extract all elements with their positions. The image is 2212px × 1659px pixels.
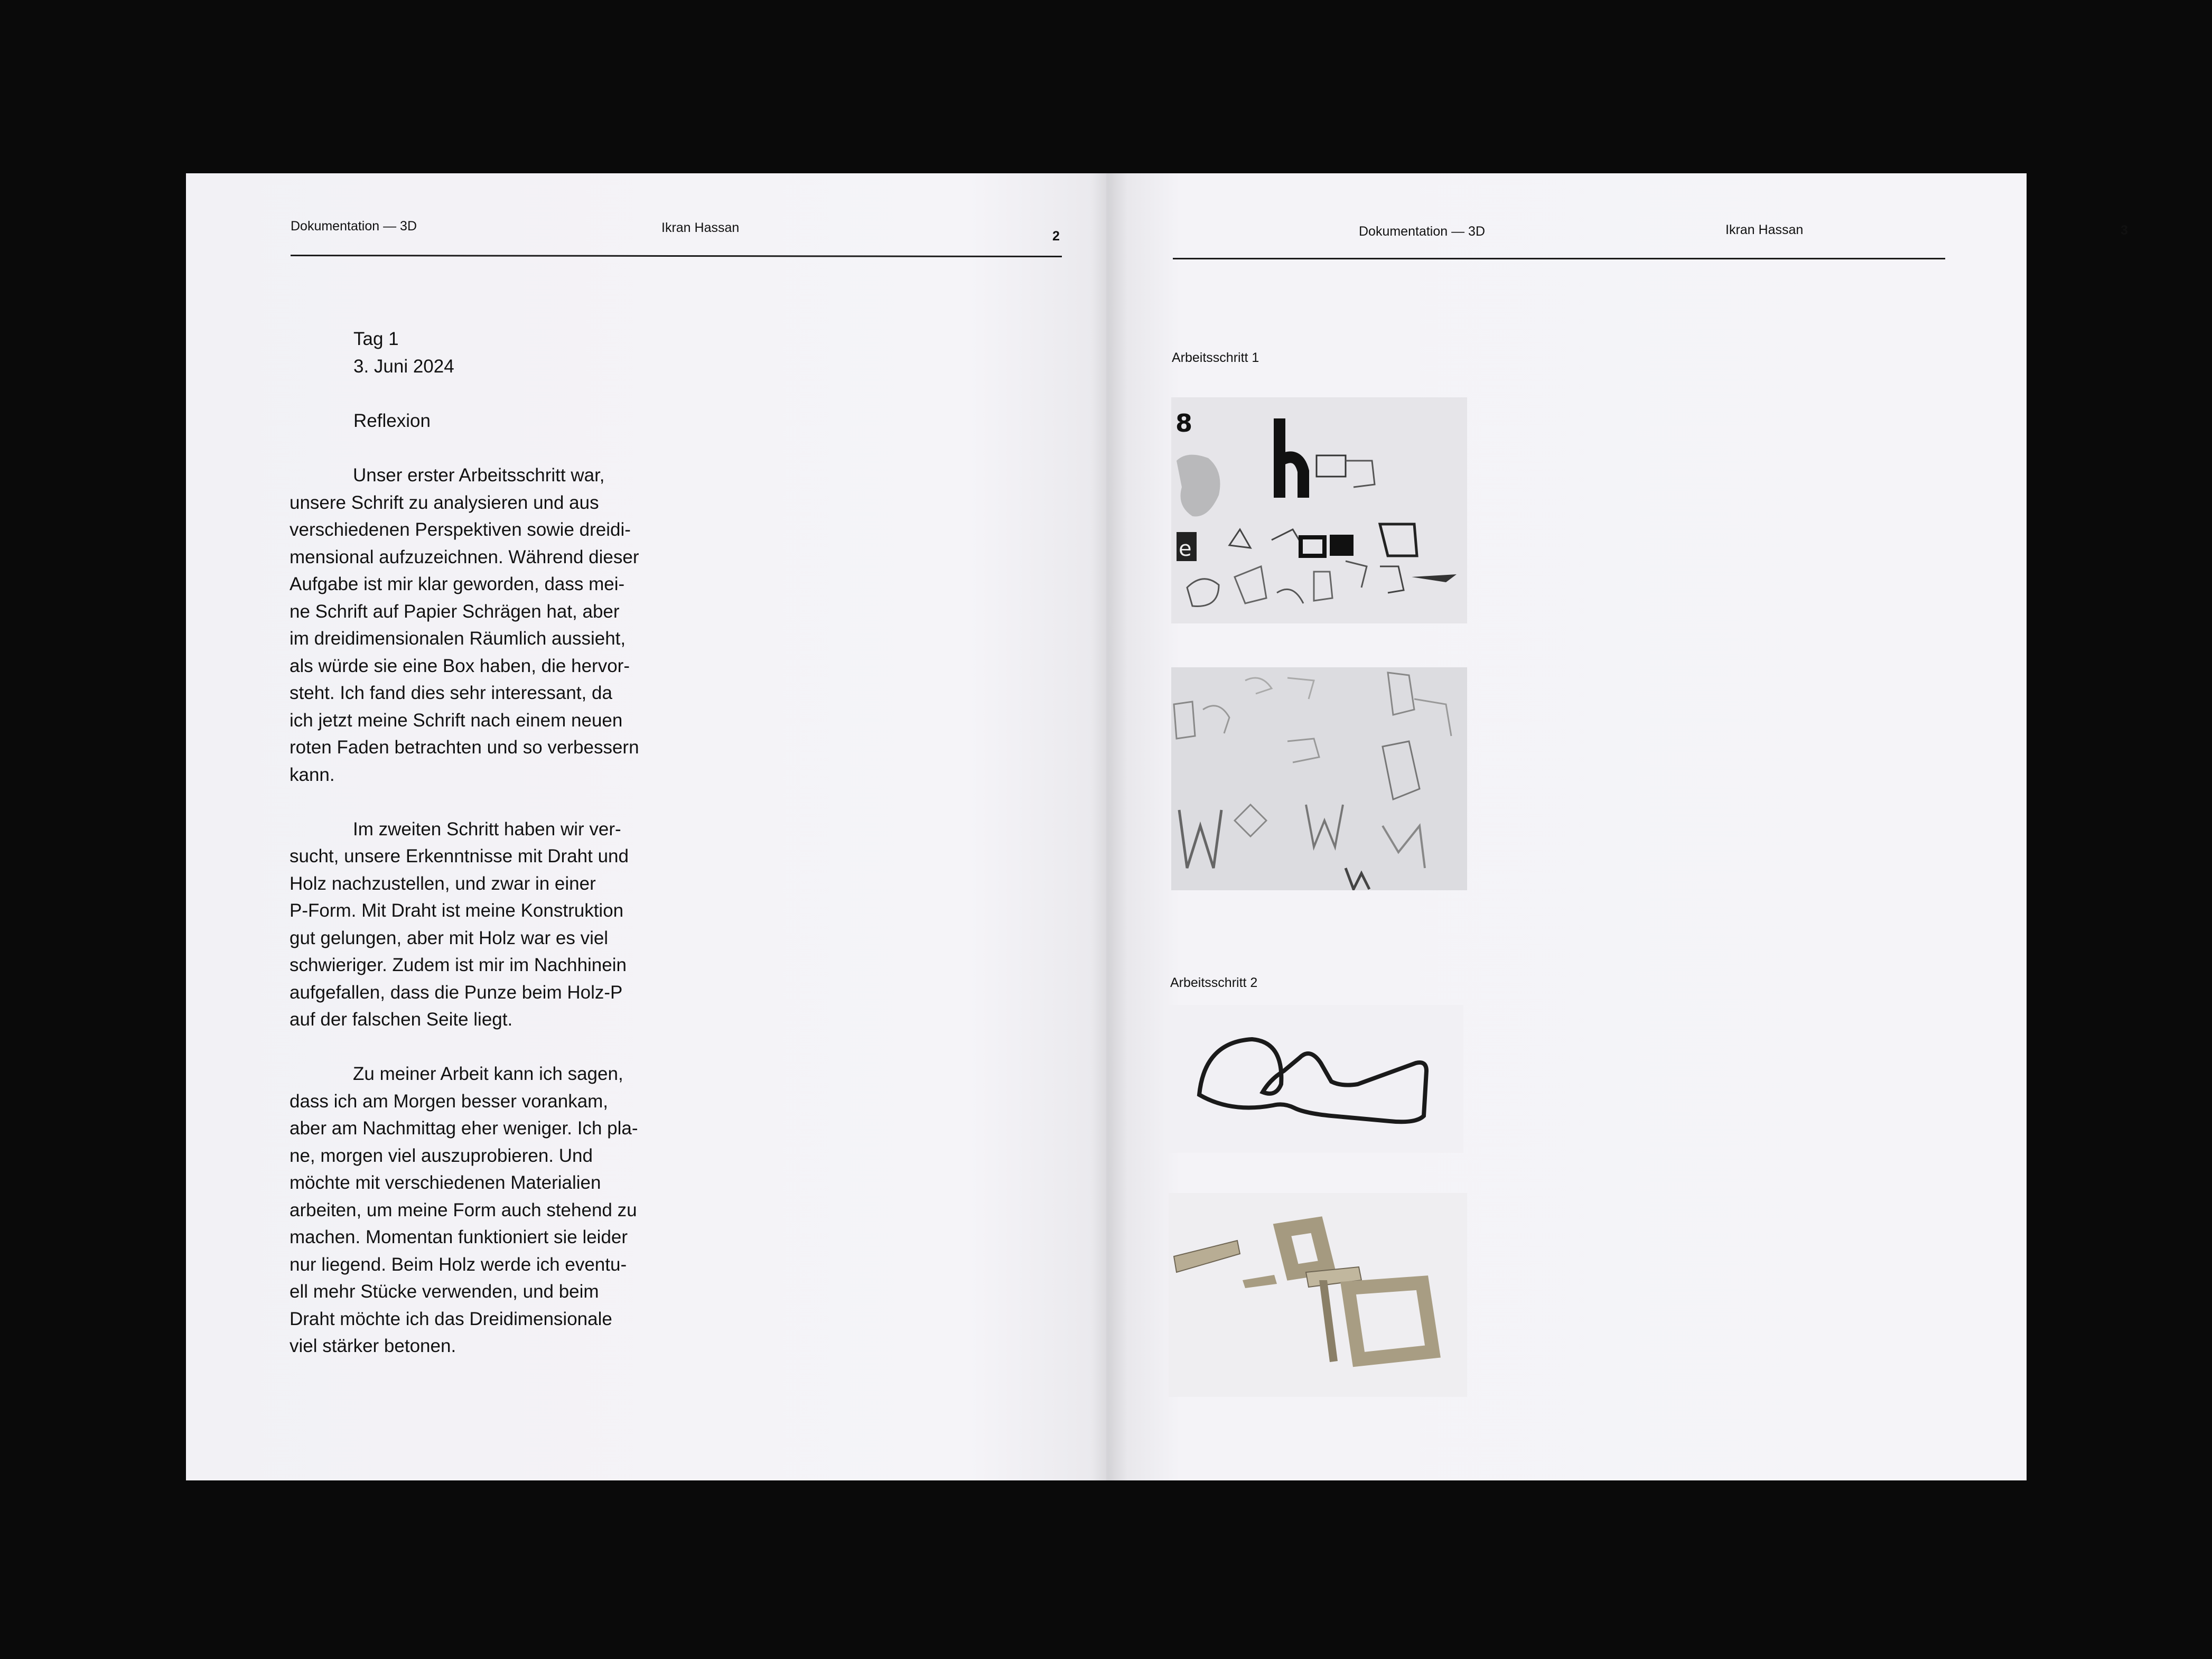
text-line: arbeiten, um meine Form auch stehend zu [290, 1199, 637, 1220]
header-rule [291, 255, 1062, 257]
wood-model-photo [1169, 1193, 1467, 1397]
text-line: sucht, unsere Erkenntnisse mit Draht und [290, 846, 629, 866]
wire-model-photo [1168, 1005, 1463, 1153]
text-line: Draht möchte ich das Dreidimensionale [290, 1308, 612, 1329]
text-line: viel stärker betonen. [290, 1336, 456, 1356]
day-label: Tag 1 [353, 329, 399, 349]
text-line: dass ich am Morgen besser vorankam, [290, 1091, 609, 1112]
gutter-shadow [1090, 173, 1127, 1480]
wire-model-drawing [1168, 1005, 1463, 1153]
text-line: Holz nachzustellen, und zwar in einer [290, 873, 596, 894]
text-line: aufgefallen, dass die Punze beim Holz-P [290, 982, 623, 1003]
sketch-photo-2 [1171, 667, 1467, 890]
paragraph-1 [290, 462, 691, 788]
page-number: 2 [1052, 229, 1060, 244]
text-line: gut gelungen, aber mit Holz war es viel [290, 927, 609, 948]
svg-text:8: 8 [1175, 409, 1193, 437]
sketch-photo-1 [1171, 397, 1467, 623]
text-line: ne Schrift auf Papier Schrägen hat, aber [290, 601, 620, 622]
text-line: unsere Schrift zu analysieren und aus [290, 492, 599, 513]
section-caption: Arbeitsschritt 2 [1170, 975, 1258, 990]
sketch-drawing [1171, 667, 1467, 890]
text-line: Aufgabe ist mir klar geworden, dass mei- [290, 574, 625, 594]
text-line: als würde sie eine Box haben, die hervor- [290, 655, 630, 676]
text-line: machen. Momentan funktioniert sie leider [290, 1227, 628, 1247]
text-line: im dreidimensionalen Räumlich aussieht, [290, 628, 626, 649]
text-line: P-Form. Mit Draht ist meine Konstruktion [290, 900, 624, 921]
wood-model-drawing [1169, 1193, 1467, 1397]
sketch-drawing [1171, 397, 1467, 623]
text-line: aber am Nachmittag eher weniger. Ich pla- [290, 1118, 638, 1139]
header-rule [1173, 258, 1945, 259]
page-number: 3 [2121, 223, 2128, 238]
text-line: schwieriger. Zudem ist mir im Nachhinein [290, 955, 627, 975]
svg-text:e: e [1179, 537, 1192, 561]
paragraph-2 [290, 816, 691, 1033]
text-line: mensional aufzuzeichnen. Während dieser [290, 546, 639, 567]
text-line: Im zweiten Schritt haben wir ver- [353, 818, 621, 840]
text-line: Unser erster Arbeitsschritt war, [353, 465, 605, 486]
text-line: ell mehr Stücke verwenden, und beim [290, 1281, 599, 1302]
text-line: ich jetzt meine Schrift nach einem neuen [290, 710, 623, 731]
booklet-spread [186, 173, 2128, 1480]
paragraph-3 [290, 1060, 691, 1360]
text-line: kann. [290, 764, 335, 785]
date-label: 3. Juni 2024 [353, 356, 454, 377]
header-title: Dokumentation — 3D [291, 219, 417, 234]
text-line: möchte mit verschiedenen Materialien [290, 1172, 601, 1193]
header-author: Ikran Hassan [1725, 222, 1804, 237]
text-line: verschiedenen Perspektiven sowie dreidi- [290, 519, 631, 540]
left-page [186, 173, 1106, 1480]
reflection-text [290, 462, 691, 1360]
text-line: steht. Ich fand dies sehr interessant, da [290, 683, 612, 703]
header-title: Dokumentation — 3D [1359, 224, 1486, 239]
section-heading: Reflexion [353, 411, 431, 431]
section-caption: Arbeitsschritt 1 [1172, 350, 1259, 365]
text-line: Zu meiner Arbeit kann ich sagen, [353, 1064, 623, 1084]
text-line: roten Faden betrachten und so verbessern [290, 737, 639, 758]
header-author: Ikran Hassan [661, 220, 740, 235]
text-line: auf der falschen Seite liegt. [290, 1009, 513, 1030]
text-line: ne, morgen viel auszuprobieren. Und [290, 1145, 593, 1166]
text-line: nur liegend. Beim Holz werde ich eventu- [290, 1254, 627, 1275]
